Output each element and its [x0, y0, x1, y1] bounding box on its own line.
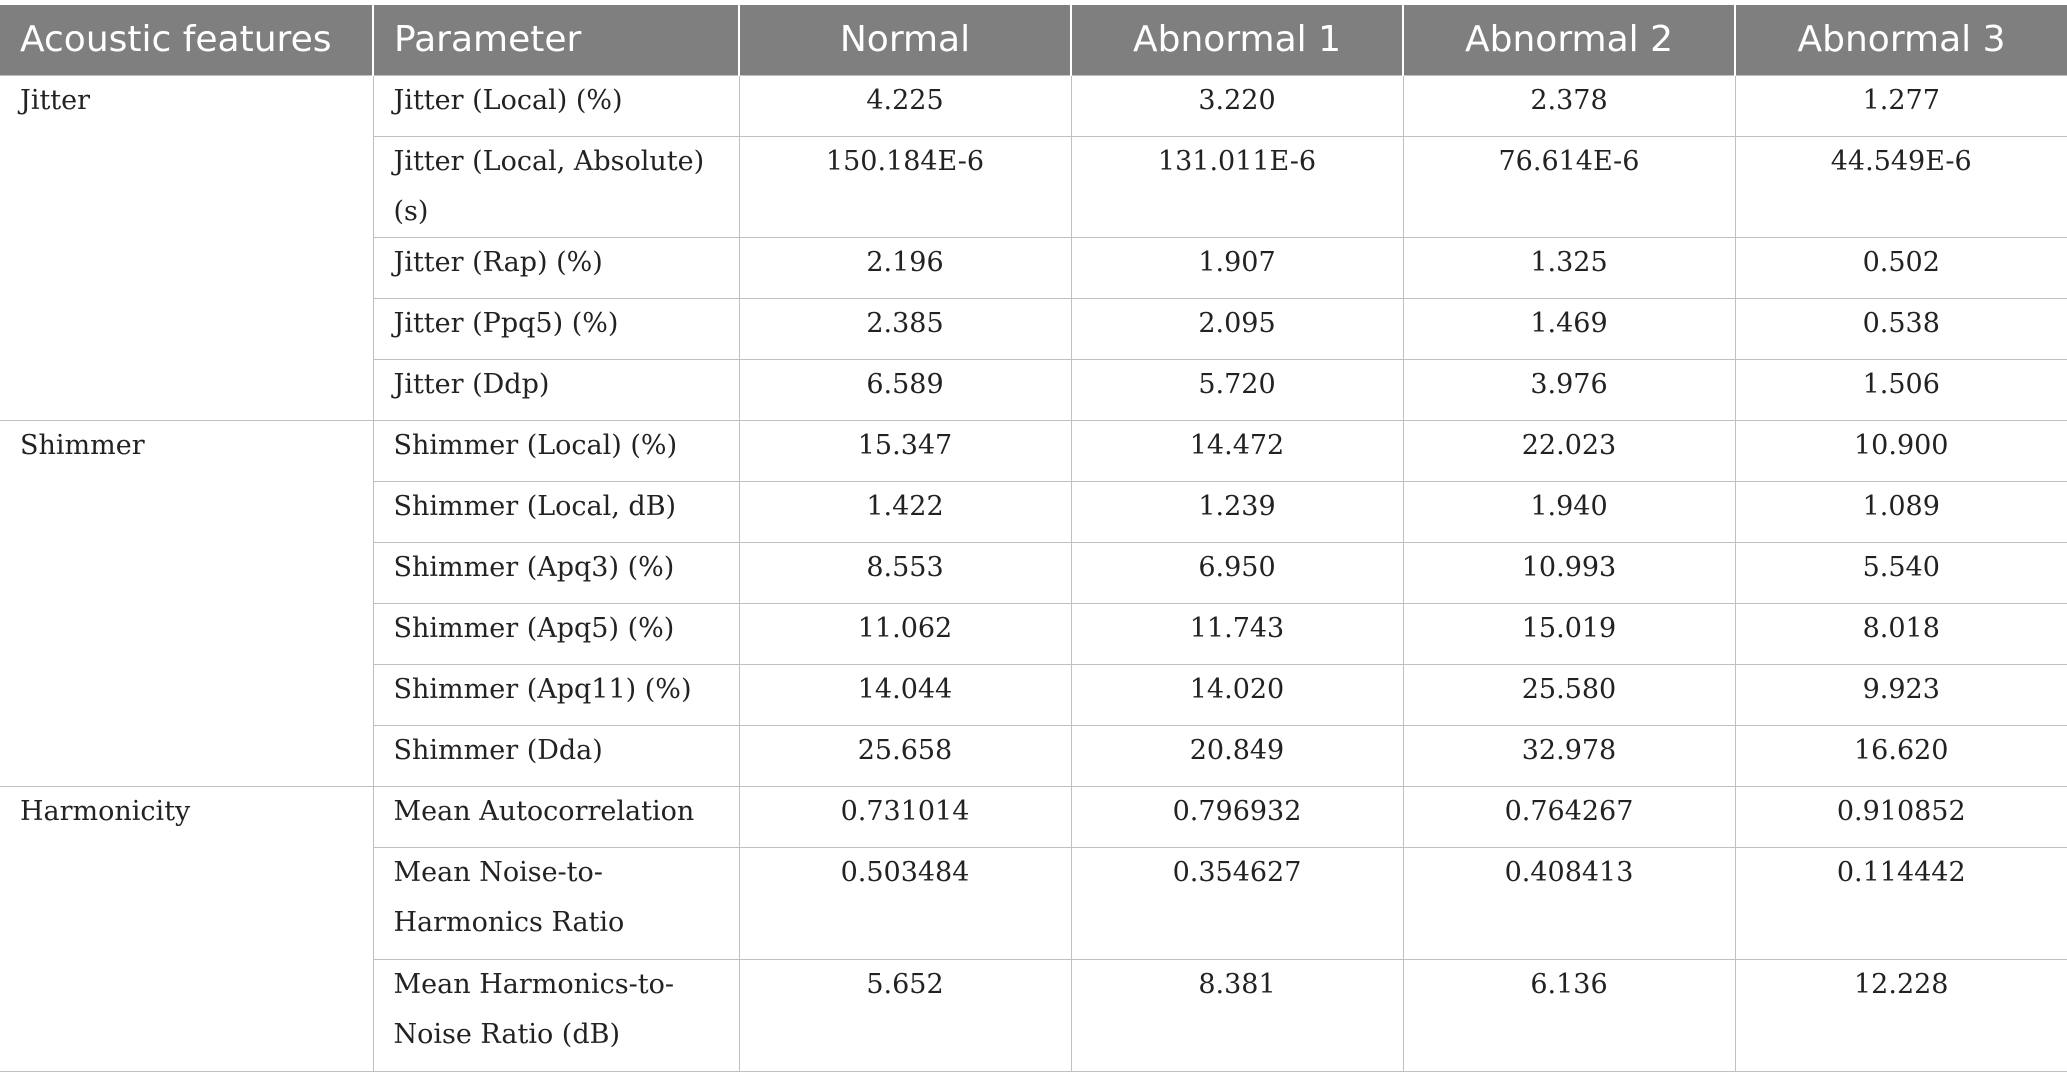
abnormal-2-value: 15.019 [1403, 603, 1735, 664]
parameter-cell: Jitter (Local) (%) [373, 75, 739, 136]
abnormal-3-value: 9.923 [1735, 664, 2067, 725]
abnormal-1-value: 1.239 [1071, 481, 1403, 542]
abnormal-3-value: 8.018 [1735, 603, 2067, 664]
normal-value: 2.196 [739, 237, 1071, 298]
normal-value: 15.347 [739, 420, 1071, 481]
parameter-cell: Mean Noise-to-Harmonics Ratio [373, 847, 739, 959]
abnormal-2-value: 1.325 [1403, 237, 1735, 298]
parameter-cell: Shimmer (Apq5) (%) [373, 603, 739, 664]
normal-value: 14.044 [739, 664, 1071, 725]
table-row [0, 786, 2067, 847]
abnormal-1-value: 0.354627 [1071, 847, 1403, 959]
abnormal-1-value: 5.720 [1071, 359, 1403, 420]
table-row [0, 420, 2067, 481]
abnormal-2-value: 10.993 [1403, 542, 1735, 603]
abnormal-3-value: 0.910852 [1735, 786, 2067, 847]
parameter-cell: Shimmer (Apq11) (%) [373, 664, 739, 725]
parameter-cell: Jitter (Rap) (%) [373, 237, 739, 298]
abnormal-3-value: 5.540 [1735, 542, 2067, 603]
group-label: Harmonicity [0, 786, 373, 1071]
group-label: Shimmer [0, 420, 373, 786]
parameter-cell: Shimmer (Local) (%) [373, 420, 739, 481]
abnormal-1-value: 2.095 [1071, 298, 1403, 359]
abnormal-3-value: 44.549E-6 [1735, 136, 2067, 237]
abnormal-2-value: 22.023 [1403, 420, 1735, 481]
normal-value: 8.553 [739, 542, 1071, 603]
normal-value: 1.422 [739, 481, 1071, 542]
abnormal-3-value: 1.506 [1735, 359, 2067, 420]
parameter-cell: Shimmer (Apq3) (%) [373, 542, 739, 603]
parameter-cell: Mean Harmonics-to-Noise Ratio (dB) [373, 959, 739, 1071]
abnormal-1-value: 3.220 [1071, 75, 1403, 136]
abnormal-2-value: 25.580 [1403, 664, 1735, 725]
abnormal-3-value: 0.538 [1735, 298, 2067, 359]
parameter-cell: Shimmer (Local, dB) [373, 481, 739, 542]
normal-value: 25.658 [739, 725, 1071, 786]
group-label: Jitter [0, 75, 373, 420]
normal-value: 4.225 [739, 75, 1071, 136]
column-header-acoustic-features: Acoustic features [0, 5, 373, 75]
abnormal-3-value: 1.089 [1735, 481, 2067, 542]
abnormal-3-value: 10.900 [1735, 420, 2067, 481]
abnormal-2-value: 1.469 [1403, 298, 1735, 359]
parameter-cell: Jitter (Ppq5) (%) [373, 298, 739, 359]
abnormal-3-value: 1.277 [1735, 75, 2067, 136]
parameter-cell: Mean Autocorrelation [373, 786, 739, 847]
abnormal-1-value: 131.011E-6 [1071, 136, 1403, 237]
abnormal-1-value: 8.381 [1071, 959, 1403, 1071]
abnormal-2-value: 1.940 [1403, 481, 1735, 542]
column-header-abnormal-1: Abnormal 1 [1071, 5, 1403, 75]
abnormal-2-value: 3.976 [1403, 359, 1735, 420]
parameter-cell: Jitter (Ddp) [373, 359, 739, 420]
normal-value: 0.503484 [739, 847, 1071, 959]
normal-value: 11.062 [739, 603, 1071, 664]
abnormal-3-value: 0.114442 [1735, 847, 2067, 959]
abnormal-1-value: 1.907 [1071, 237, 1403, 298]
parameter-cell: Jitter (Local, Absolute) (s) [373, 136, 739, 237]
abnormal-3-value: 0.502 [1735, 237, 2067, 298]
abnormal-1-value: 0.796932 [1071, 786, 1403, 847]
abnormal-2-value: 0.764267 [1403, 786, 1735, 847]
parameter-cell: Shimmer (Dda) [373, 725, 739, 786]
normal-value: 5.652 [739, 959, 1071, 1071]
abnormal-2-value: 2.378 [1403, 75, 1735, 136]
table-row [0, 75, 2067, 136]
column-header-normal: Normal [739, 5, 1071, 75]
acoustic-features-table [0, 5, 2067, 1072]
abnormal-1-value: 6.950 [1071, 542, 1403, 603]
abnormal-1-value: 20.849 [1071, 725, 1403, 786]
normal-value: 150.184E-6 [739, 136, 1071, 237]
data-table [0, 5, 2067, 1072]
abnormal-2-value: 76.614E-6 [1403, 136, 1735, 237]
abnormal-2-value: 6.136 [1403, 959, 1735, 1071]
abnormal-2-value: 32.978 [1403, 725, 1735, 786]
normal-value: 2.385 [739, 298, 1071, 359]
abnormal-3-value: 12.228 [1735, 959, 2067, 1071]
column-header-abnormal-3: Abnormal 3 [1735, 5, 2067, 75]
abnormal-3-value: 16.620 [1735, 725, 2067, 786]
abnormal-2-value: 0.408413 [1403, 847, 1735, 959]
abnormal-1-value: 14.472 [1071, 420, 1403, 481]
header-row [0, 5, 2067, 75]
column-header-parameter: Parameter [373, 5, 739, 75]
normal-value: 6.589 [739, 359, 1071, 420]
column-header-abnormal-2: Abnormal 2 [1403, 5, 1735, 75]
normal-value: 0.731014 [739, 786, 1071, 847]
abnormal-1-value: 14.020 [1071, 664, 1403, 725]
abnormal-1-value: 11.743 [1071, 603, 1403, 664]
